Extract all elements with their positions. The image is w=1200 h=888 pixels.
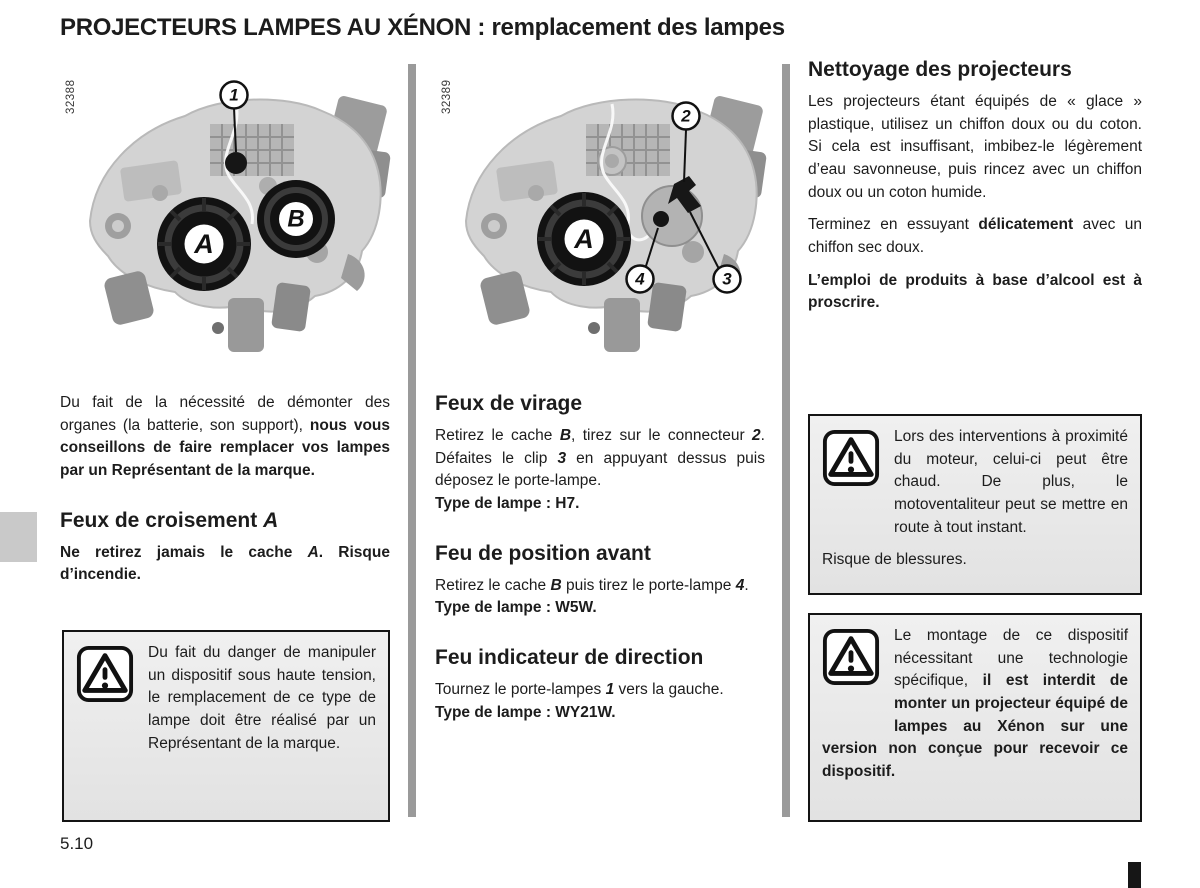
- cap-a-label: A: [574, 224, 594, 254]
- column-right: [808, 58, 1142, 325]
- callout-4-label: 4: [635, 269, 645, 289]
- injury-risk-text: Risque de blessures.: [822, 551, 967, 569]
- nettoyage-p2: Terminez en essuyant délicatement avec un chiffon sec doux.: [808, 216, 1142, 256]
- virage-lamp-type: Type de lampe : H7.: [435, 495, 580, 513]
- cap-a: [537, 192, 631, 286]
- callout-3-label: 3: [722, 269, 732, 289]
- column-divider-left: [408, 64, 416, 817]
- page-title: PROJECTEURS LAMPES AU XÉNON : remplacement des lampes: [60, 14, 785, 41]
- callout-2-label: 2: [681, 106, 691, 126]
- warning-box-xenon-fitting: [808, 613, 1142, 822]
- heading-feux-de-virage: Feux de virage: [435, 392, 583, 415]
- page-number: 5.10: [60, 834, 94, 853]
- warning-triangle-icon: [76, 645, 134, 703]
- warning-box-hot-engine: [808, 414, 1142, 595]
- position-lamp-type: Type de lampe : W5W.: [435, 599, 597, 617]
- figure-2-code: 32389: [441, 79, 453, 114]
- cap-b-label: B: [287, 205, 305, 233]
- indicator-bulb-holder: [225, 152, 247, 174]
- headlamp-figure-2: [436, 66, 768, 364]
- column-divider-right: [782, 64, 790, 817]
- callout-1-label: 1: [229, 85, 239, 105]
- intro-paragraph: Du fait de la nécessité de démonter des organes (la batterie, son support), nous vous conseillons de faire remplacer vos lampes par un Représentant de la marque.: [60, 394, 391, 479]
- warning-triangle-icon: [822, 628, 880, 686]
- cap-a: [157, 197, 251, 291]
- croisement-warning-text: Ne retirez jamais le cache A. Risque d’incendie.: [60, 543, 390, 584]
- hot-engine-warning-text: Lors des interventions à proximité du moteur, celui-ci peut être chaud. De plus, le motoventaliteur peut se mettre en route à tout instant.: [894, 428, 1128, 536]
- cap-b: [257, 180, 335, 258]
- xenon-fitting-warning-text: Le montage de ce dispositif nécessitant une technologie spécifique, il est interdit de monter un projecteur équipé de lampes au Xénon sur une version non conçue pour recevoir ce dispositif.: [822, 627, 1128, 780]
- heading-nettoyage: Nettoyage des projecteurs: [808, 58, 1072, 81]
- indicateur-lamp-type: Type de lampe : WY21W.: [435, 703, 616, 721]
- figure-1-code: 32388: [65, 79, 77, 114]
- position-body: Retirez le cache B puis tirez le porte-lampe 4.: [435, 576, 749, 594]
- warning-triangle-icon: [822, 429, 880, 487]
- warning-box-high-voltage: [62, 630, 390, 822]
- virage-body: Retirez le cache B, tirez sur le connecteur 2. Défaites le clip 3 en appuyant dessus puis déposez le porte-lampe.: [435, 427, 765, 490]
- headlamp-diagram-2: [436, 66, 768, 364]
- section-edge-tab: [0, 512, 37, 562]
- indicateur-body: Tournez le porte-lampes 1 vers la gauche.: [435, 681, 724, 699]
- nettoyage-p1: Les projecteurs étant équipés de « glace » plastique, utilisez un chiffon doux ou du coton. Si cela est insuffisant, imbibez-le légèrement d’eau savonneuse, puis rincez avec un chiffon doux ou un coton humide.: [808, 93, 1142, 201]
- heading-feux-de-croisement: Feux de croisement A: [60, 508, 279, 532]
- headlamp-diagram-1: [60, 66, 392, 364]
- page-corner-index-mark: [1128, 862, 1141, 888]
- cap-a-label: A: [194, 229, 214, 259]
- nettoyage-p3: L’emploi de produits à base d’alcool est à proscrire.: [808, 271, 1142, 312]
- heading-feu-de-position: Feu de position avant: [435, 541, 651, 565]
- position-bulb-holder: [653, 211, 669, 227]
- column-left: [60, 392, 390, 597]
- column-middle: [435, 392, 765, 734]
- headlamp-figure-1: [60, 66, 392, 364]
- high-voltage-warning-text: Du fait du danger de manipuler un dispositif sous haute tension, le remplacement de ce type de lampe doit être réalisé par un Représentant de la marque.: [148, 644, 376, 752]
- heading-feu-indicateur: Feu indicateur de direction: [435, 646, 704, 670]
